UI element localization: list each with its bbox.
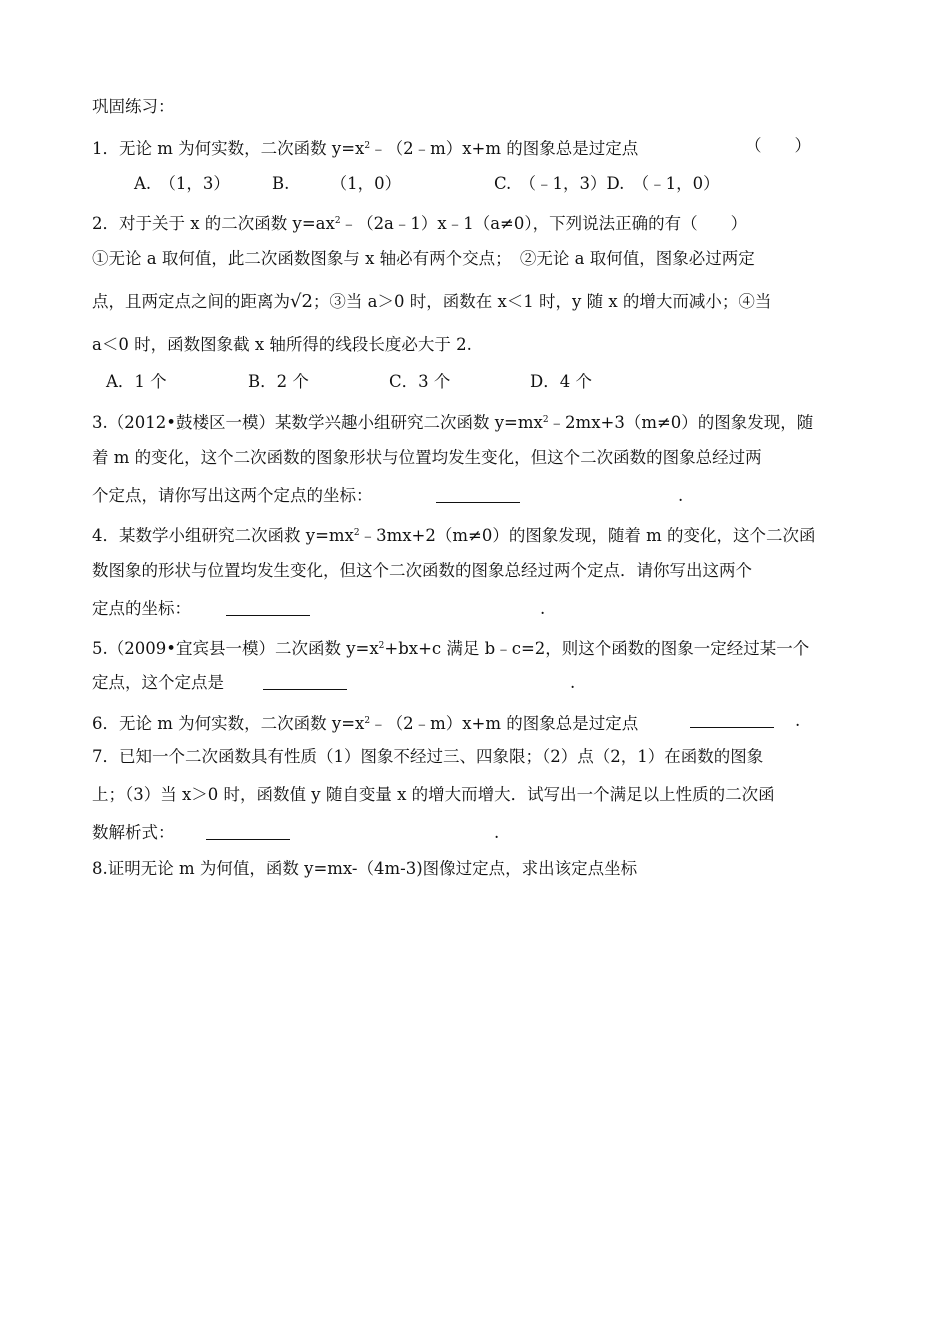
q2-exponent: 2 xyxy=(334,216,341,226)
q3-text-1a: 3.（2012•鼓楼区一模）某数学兴趣小组研究二次函数 y=mx xyxy=(92,413,543,432)
q2-text-3a: 点，且两定点之间的距离为 xyxy=(92,292,290,311)
q3-text-3: 个定点，请你写出这两个定点的坐标： xyxy=(92,486,373,505)
q5-line-1 xyxy=(92,635,809,660)
q2-text-1b: ﹣（2a﹣1）x﹣1（a≠0），下列说法正确的有（ ） xyxy=(340,214,748,233)
q4-line-2: 数图象的形状与位置均发生变化，但这个二次函数的图象总经过两个定点．请你写出这两个 xyxy=(92,561,752,580)
q5-line-2: 定点，这个定点是 xyxy=(92,673,224,692)
q8-line: 8.证明无论 m 为何值，函数 y=mx-（4m-3)图像过定点，求出该定点坐标 xyxy=(92,859,638,878)
q1-option-cd: C. （﹣1，3）D. （﹣1，0） xyxy=(494,174,720,193)
q2-line-4: a＜0 时，函数图象截 x 轴所得的线段长度必大于 2. xyxy=(92,335,472,354)
q3-line-2: 着 m 的变化，这个二次函数的图象形状与位置均发生变化，但这个二次函数的图象总经过两 xyxy=(92,448,762,467)
q5-answer-blank[interactable] xyxy=(263,675,347,690)
q1-option-a: A. （1，3） xyxy=(134,174,230,193)
q4-answer-blank[interactable] xyxy=(226,601,310,616)
q6-text-2: ﹣（2﹣m）x+m 的图象总是过定点 xyxy=(370,714,639,733)
q5-text-1b: +bx+c 满足 b﹣c=2，则这个函数的图象一定经过某一个 xyxy=(384,639,810,658)
q4-text-1b: ﹣3mx+2（m≠0）的图象发现，随着 m 的变化，这个二次函 xyxy=(359,526,816,545)
q5-exponent: 2 xyxy=(378,641,385,651)
q4-exponent: 2 xyxy=(353,528,360,538)
q2-text-1a: 2．对于关于 x 的二次函数 y=ax xyxy=(92,214,335,233)
q7-line-2: 上；（3）当 x＞0 时，函数值 y 随自变量 x 的增大而增大．试写出一个满足以上性质的二次函 xyxy=(92,785,775,804)
q2-line-3 xyxy=(92,291,771,313)
q4-line-1 xyxy=(92,522,815,547)
q6-answer-blank[interactable] xyxy=(690,713,774,728)
q7-end: . xyxy=(494,823,500,842)
q2-text-3b: ；③当 a＞0 时，函数在 x＜1 时，y 随 x 的增大而减小；④当 xyxy=(312,292,772,311)
q1-paren: （ ） xyxy=(745,136,811,155)
q7-line-3: 数解析式： xyxy=(92,823,175,842)
q3-line-3 xyxy=(92,485,373,507)
q6-line xyxy=(92,710,638,735)
q5-end: . xyxy=(570,673,576,692)
q3-line-1 xyxy=(92,409,813,434)
q3-answer-blank[interactable] xyxy=(436,488,520,503)
q1-option-b: B. （1，0） xyxy=(272,174,402,193)
q3-end: . xyxy=(678,486,684,505)
q3-exponent: 2 xyxy=(542,415,549,425)
q3-text-1b: ﹣2mx+3（m≠0）的图象发现，随 xyxy=(548,413,814,432)
q2-option-c: C．3 个 xyxy=(389,372,451,391)
q2-option-d: D．4 个 xyxy=(530,372,592,391)
q1-text: 1．无论 m 为何实数，二次函数 y=x xyxy=(92,139,365,158)
q2-line-2: ①无论 a 取何值，此二次函数图象与 x 轴必有两个交点； ②无论 a 取何值，图象必过两定 xyxy=(92,249,755,268)
q6-end: . xyxy=(795,711,801,730)
q7-line-1: 7．已知一个二次函数具有性质（1）图象不经过三、四象限；（2）点（2，1）在函数的图象 xyxy=(92,747,764,766)
q1-line xyxy=(92,135,638,160)
q2-line-1 xyxy=(92,210,747,235)
q2-option-a: A．1 个 xyxy=(106,372,167,391)
q7-answer-blank[interactable] xyxy=(206,825,290,840)
sqrt-two-symbol: √2 xyxy=(290,291,313,312)
q4-text-1a: 4．某数学小组研究二次函救 y=mx xyxy=(92,526,354,545)
q1-text-2: ﹣（2﹣m）x+m 的图象总是过定点 xyxy=(370,139,639,158)
q6-text: 6．无论 m 为何实数，二次函数 y=x xyxy=(92,714,365,733)
q4-end: . xyxy=(540,599,546,618)
q6-exponent: 2 xyxy=(364,716,371,726)
q2-option-b: B．2 个 xyxy=(248,372,309,391)
q5-text-1a: 5.（2009•宜宾县一模）二次函数 y=x xyxy=(92,639,379,658)
q4-line-3: 定点的坐标： xyxy=(92,599,191,618)
heading: 巩固练习： xyxy=(92,97,175,116)
q1-exponent: 2 xyxy=(364,141,371,151)
